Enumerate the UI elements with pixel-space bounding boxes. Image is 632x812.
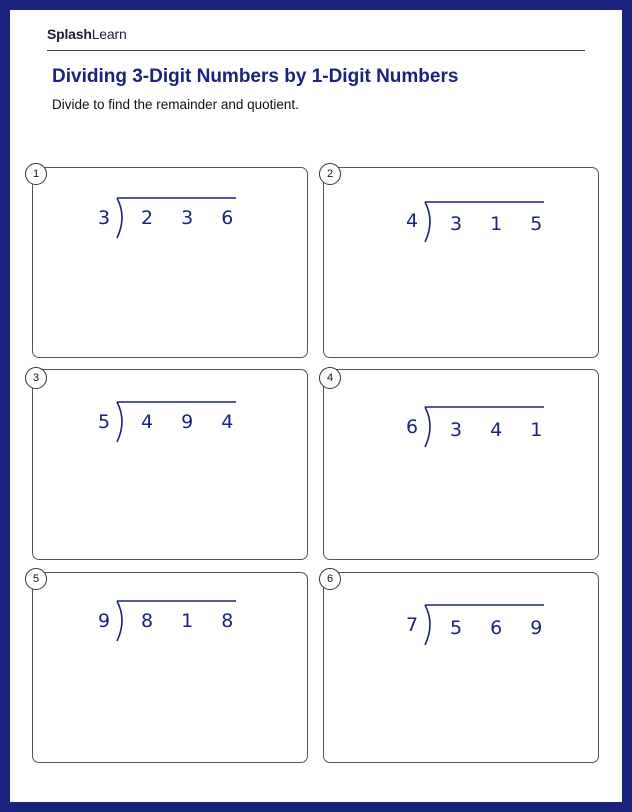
problem-number-badge: 4 <box>319 367 341 389</box>
worksheet-page <box>10 10 622 802</box>
logo-text-light: Learn <box>91 26 127 42</box>
divisor: 6 <box>406 416 419 438</box>
problem-number-badge: 5 <box>25 568 47 590</box>
problem-number-badge: 2 <box>319 163 341 185</box>
dividend: 2 3 6 <box>141 207 245 229</box>
problem-number-badge: 6 <box>319 568 341 590</box>
problem-card-2[interactable] <box>323 167 599 358</box>
dividend: 3 4 1 <box>450 419 554 441</box>
logo-text-bold: Splash <box>47 26 92 42</box>
divisor: 3 <box>98 207 111 229</box>
page-title: Dividing 3-Digit Numbers by 1-Digit Numbers <box>52 66 459 87</box>
dividend: 8 1 8 <box>141 610 245 632</box>
problem-card-3[interactable] <box>32 369 308 560</box>
problem-card-6[interactable] <box>323 572 599 763</box>
dividend: 5 6 9 <box>450 617 554 639</box>
splashlearn-logo <box>47 26 127 42</box>
problem-card-4[interactable] <box>323 369 599 560</box>
instructions: Divide to find the remainder and quotient. <box>52 97 299 112</box>
problem-number-badge: 1 <box>25 163 47 185</box>
divisor: 7 <box>406 614 419 636</box>
dividend: 3 1 5 <box>450 213 554 235</box>
divisor: 9 <box>98 610 111 632</box>
divisor: 5 <box>98 411 111 433</box>
problem-card-1[interactable] <box>32 167 308 358</box>
problem-card-5[interactable] <box>32 572 308 763</box>
header-divider <box>47 50 585 51</box>
dividend: 4 9 4 <box>141 411 245 433</box>
problem-number-badge: 3 <box>25 367 47 389</box>
divisor: 4 <box>406 210 419 232</box>
